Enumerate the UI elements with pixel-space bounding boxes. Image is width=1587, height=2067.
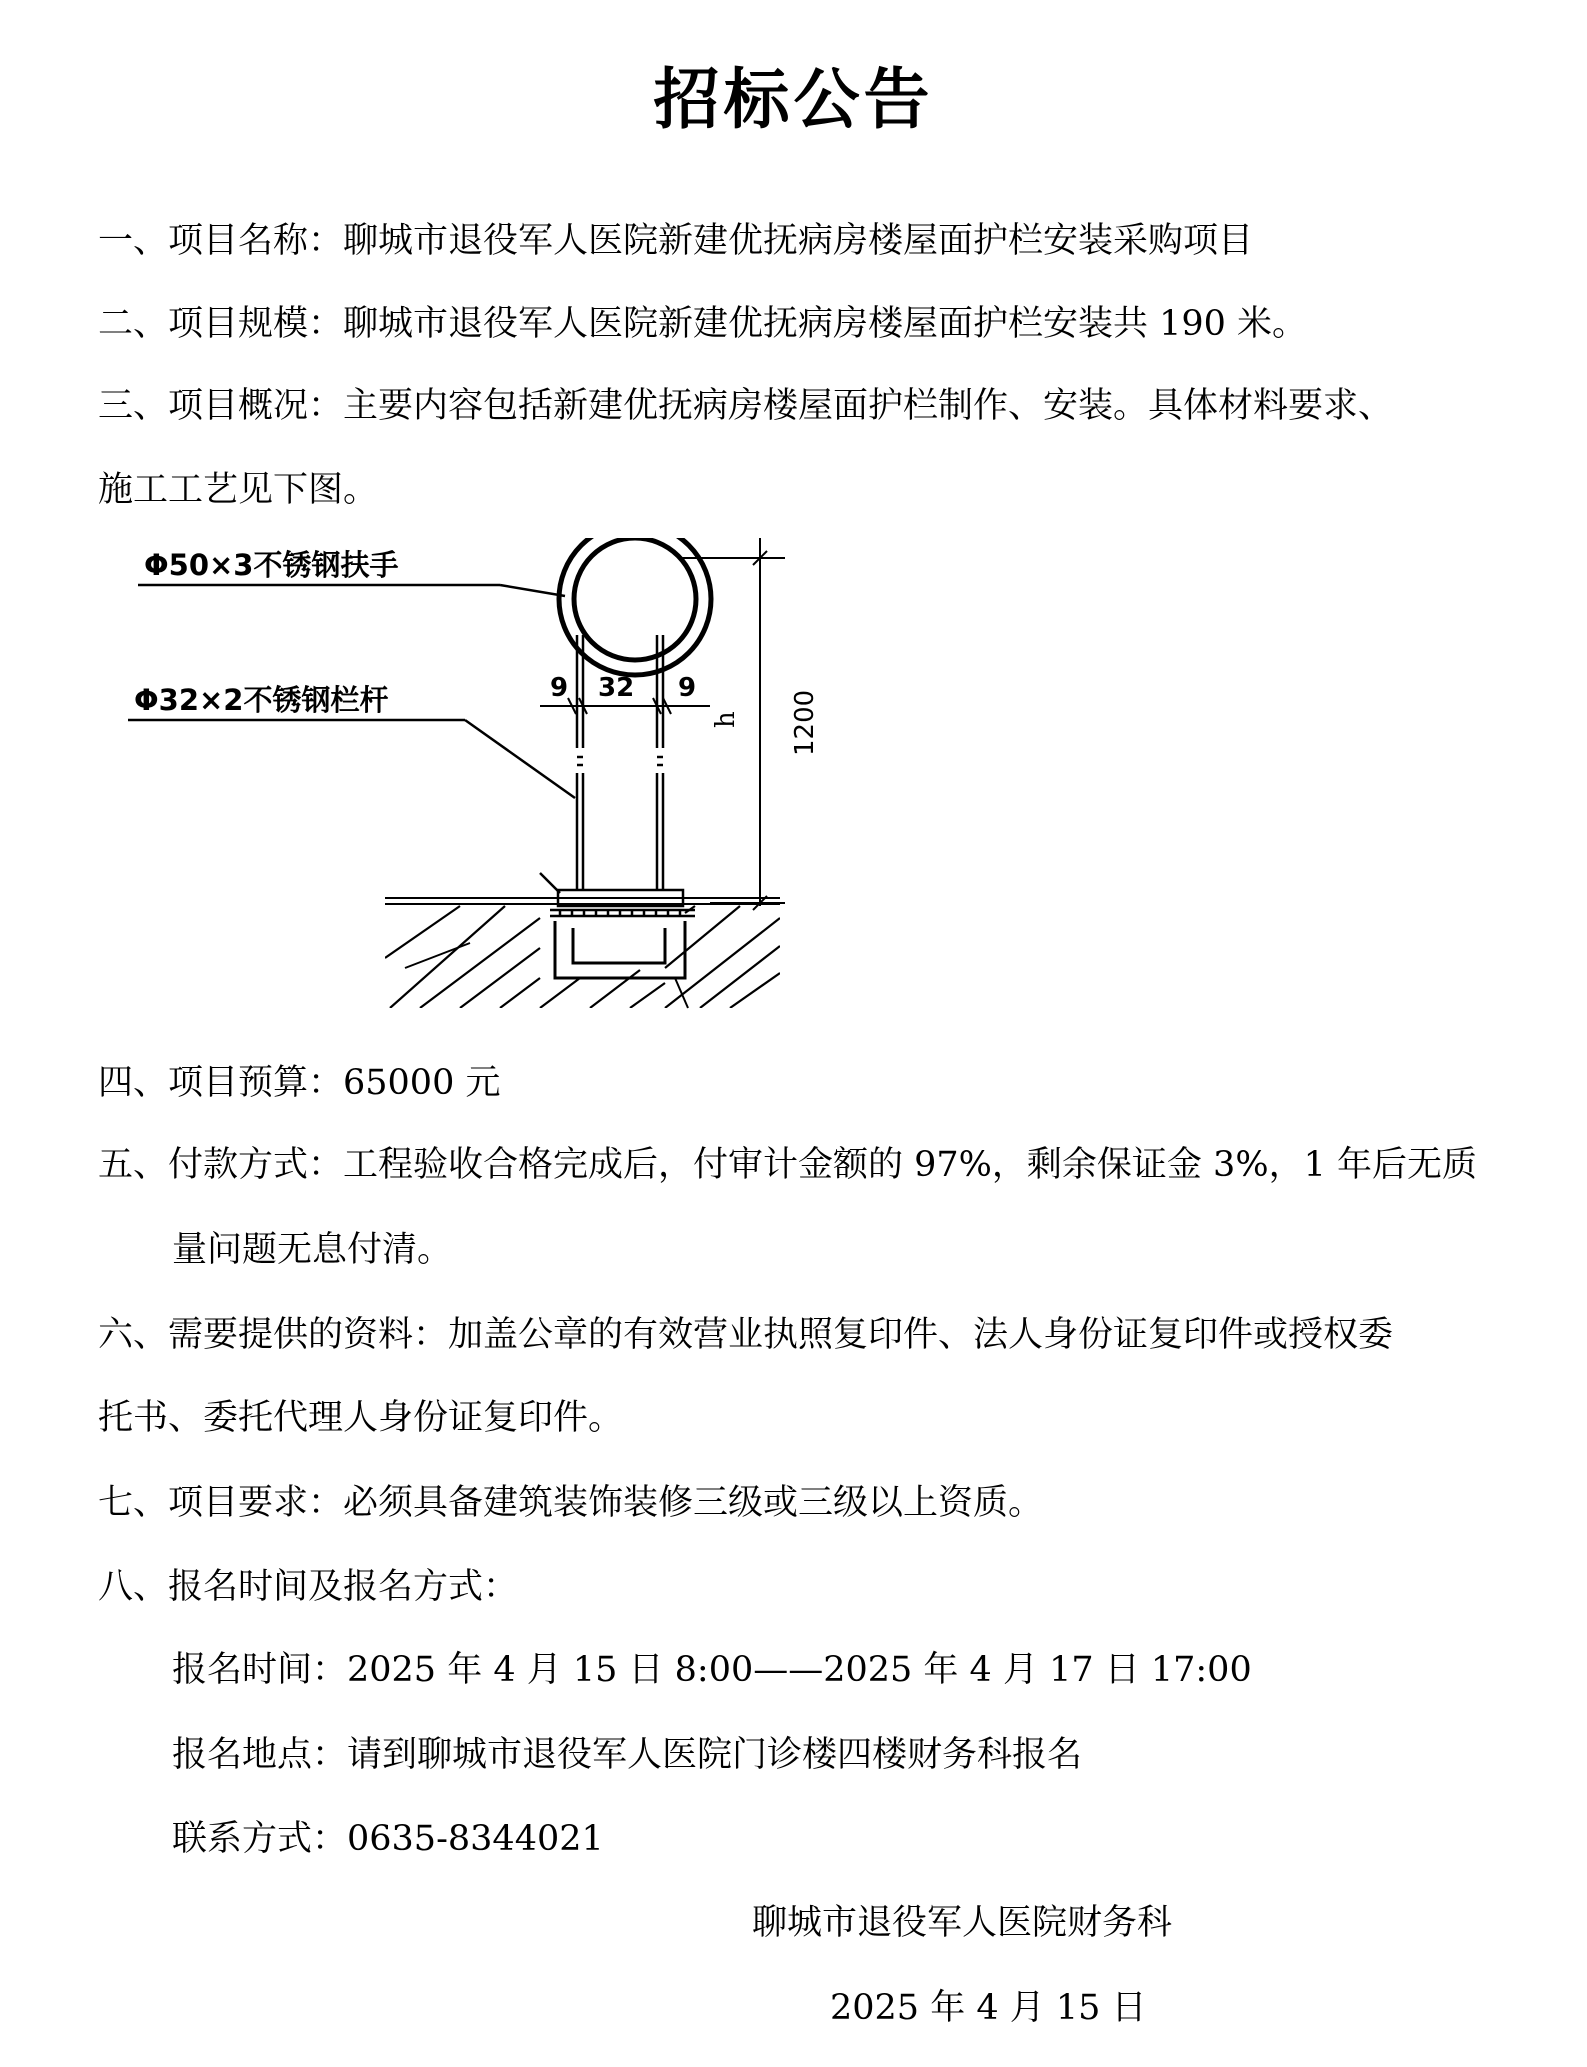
section-documents-line2: 托书、委托代理人身份证复印件。	[98, 1398, 624, 1438]
section-payment-line1: 五、付款方式：工程验收合格完成后，付审计金额的 97%，剩余保证金 3%，1 年后无质	[98, 1145, 1477, 1185]
registration-place: 报名地点：请到聊城市退役军人医院门诊楼四楼财务科报名	[172, 1735, 1083, 1775]
section-payment-line2: 量问题无息付清。	[172, 1230, 453, 1270]
registration-time: 报名时间：2025 年 4 月 15 日 8:00——2025 年 4 月 17 日 17:00	[172, 1650, 1252, 1690]
dim-right-label: 9	[678, 673, 697, 703]
dim-height-label: 1200	[790, 689, 820, 756]
section-project-scale: 二、项目规模：聊城市退役军人医院新建优抚病房楼屋面护栏安装共 190 米。	[98, 304, 1308, 344]
section-registration: 八、报名时间及报名方式：	[98, 1567, 519, 1607]
section-documents-line1: 六、需要提供的资料：加盖公章的有效营业执照复印件、法人身份证复印件或授权委	[98, 1315, 1394, 1355]
concrete-slab	[385, 898, 780, 1008]
signature-org: 聊城市退役军人医院财务科	[752, 1903, 1173, 1943]
section-project-overview-line2: 施工工艺见下图。	[98, 470, 379, 510]
dim-h-label: h	[711, 711, 741, 728]
section-budget: 四、项目预算：65000 元	[98, 1063, 501, 1103]
baluster-label: Φ32×2不锈钢栏杆	[134, 683, 389, 717]
dim-mid-label: 32	[598, 673, 635, 703]
page-title: 招标公告	[653, 61, 934, 138]
registration-contact: 联系方式：0635-8344021	[172, 1819, 604, 1859]
section-project-name: 一、项目名称：聊城市退役军人医院新建优抚病房楼屋面护栏安装采购项目	[98, 221, 1254, 261]
section-requirements: 七、项目要求：必须具备建筑装饰装修三级或三级以上资质。	[98, 1483, 1044, 1523]
handrail-label: Φ50×3不锈钢扶手	[144, 548, 399, 582]
railing-diagram	[120, 538, 860, 1028]
base-plate	[540, 873, 695, 916]
dim-left-label: 9	[550, 673, 569, 703]
signature-date: 2025 年 4 月 15 日	[830, 1988, 1147, 2028]
section-project-overview-line1: 三、项目概况：主要内容包括新建优抚病房楼屋面护栏制作、安装。具体材料要求、	[98, 386, 1394, 426]
